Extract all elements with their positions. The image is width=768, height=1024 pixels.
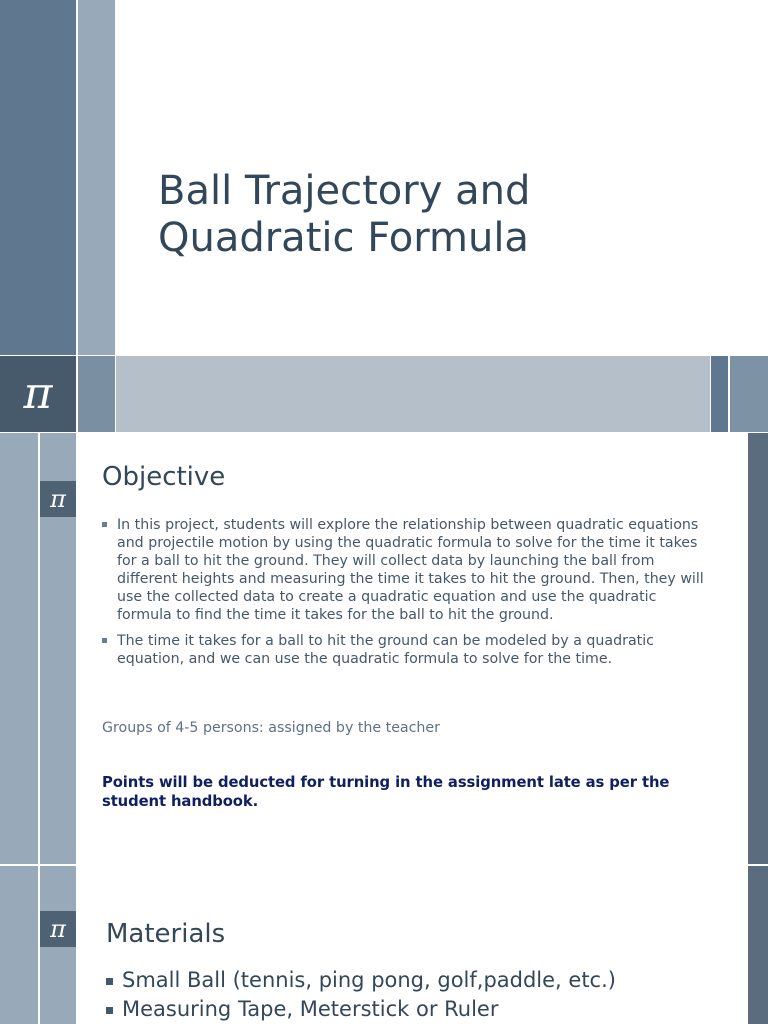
band-segment-c bbox=[116, 356, 710, 432]
pi-logo-block bbox=[0, 356, 76, 432]
materials-item bbox=[106, 966, 726, 995]
materials-stripe-a bbox=[0, 866, 38, 1024]
slide-title bbox=[158, 168, 718, 262]
title-slide-stripe-dark bbox=[0, 0, 76, 355]
objective-bullet-text: The time it takes for a ball to hit the ground can be modeled by a quadratic equation, and we can use the quadratic formula to solve for the time. bbox=[117, 633, 654, 667]
objective-heading: Objective bbox=[102, 462, 226, 492]
slide-divider bbox=[0, 865, 768, 866]
band-segment-e bbox=[730, 356, 768, 432]
materials-item bbox=[106, 995, 726, 1024]
square-bullet-icon bbox=[102, 638, 107, 643]
pi-icon: π bbox=[50, 485, 66, 513]
objective-right-stripe bbox=[748, 433, 768, 864]
square-bullet-icon bbox=[106, 1007, 113, 1014]
square-bullet-icon bbox=[106, 978, 113, 985]
band-segment-b bbox=[78, 356, 115, 432]
pi-icon: π bbox=[23, 368, 53, 419]
objective-stripe-a bbox=[0, 433, 38, 864]
slide-title-line-1: Ball Trajectory and bbox=[158, 168, 531, 214]
objective-bullet bbox=[102, 632, 712, 668]
materials-item-text: Measuring Tape, Meterstick or Ruler bbox=[122, 997, 499, 1021]
square-bullet-icon bbox=[102, 522, 107, 527]
title-slide-stripe-light bbox=[78, 0, 115, 355]
materials-list bbox=[106, 966, 726, 1024]
materials-heading: Materials bbox=[106, 919, 226, 949]
pi-icon: π bbox=[50, 915, 66, 943]
slide-divider bbox=[0, 432, 768, 433]
materials-pi-badge bbox=[40, 911, 76, 947]
materials-right-stripe bbox=[748, 866, 768, 1024]
objective-bullet-text: In this project, students will explore the relationship between quadratic equations and projectile motion by using the quadratic formula to solve for the time it takes for a ball to hit the ground. They will collect data by launching the ball from different heights and measuring the time it takes to hit the ground. Then, they will use the collected data to create a quadratic equation and use the quadratic formula to find the time it takes for the ball to hit the ground. bbox=[117, 517, 704, 623]
objective-bullet-list bbox=[102, 516, 712, 676]
slide-title-line-2: Quadratic Formula bbox=[158, 215, 529, 261]
band-segment-d bbox=[711, 356, 728, 432]
groups-note: Groups of 4-5 persons: assigned by the teacher bbox=[102, 720, 440, 736]
objective-pi-badge bbox=[40, 481, 76, 517]
objective-bullet bbox=[102, 516, 712, 624]
late-policy-note: Points will be deducted for turning in the assignment late as per the student handbook. bbox=[102, 774, 670, 810]
materials-item-text: Small Ball (tennis, ping pong, golf,paddle, etc.) bbox=[122, 968, 616, 992]
